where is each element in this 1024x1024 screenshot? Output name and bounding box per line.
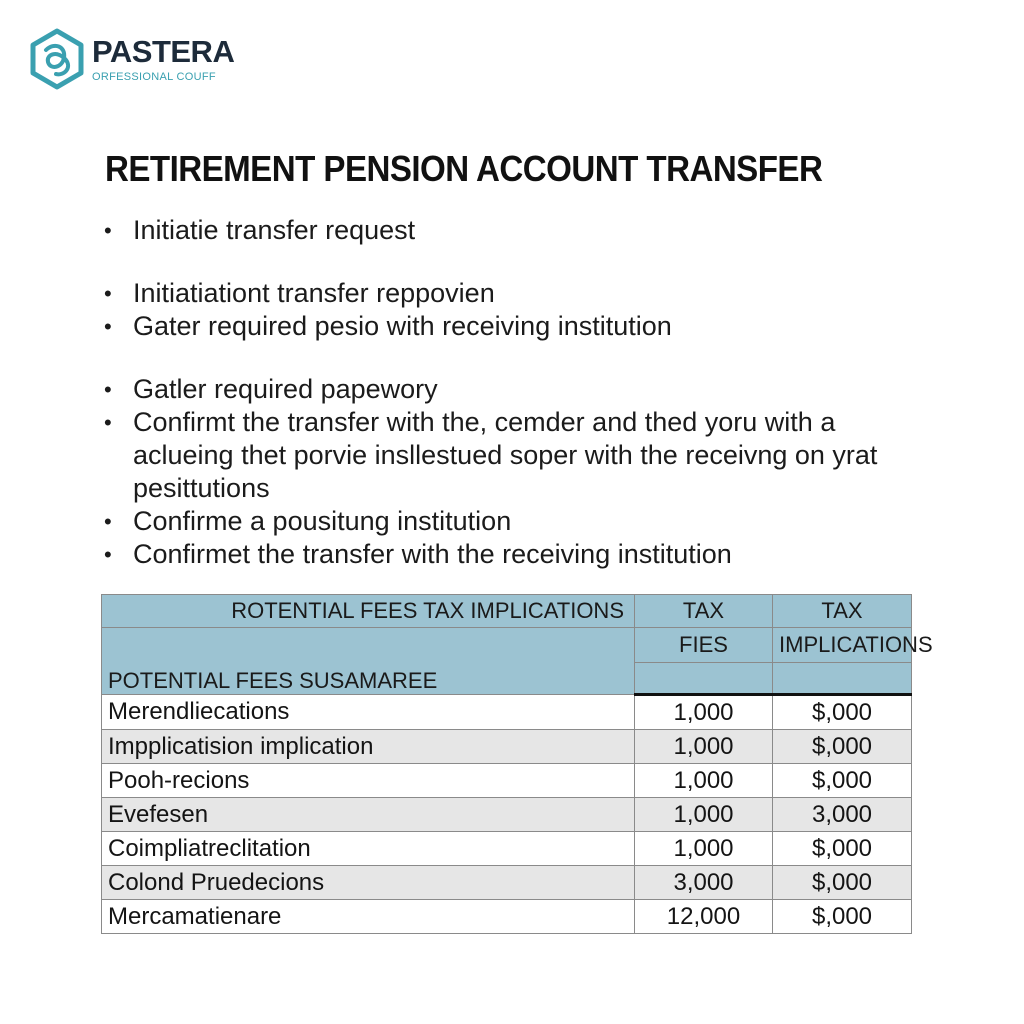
brand-logo xyxy=(26,28,234,90)
col-header-implications-label: IMPLICATIONS xyxy=(773,628,912,663)
row-fees: 3,000 xyxy=(635,866,773,900)
row-tax: $,000 xyxy=(773,866,912,900)
row-fees: 1,000 xyxy=(635,764,773,798)
step-item: • Confirme a pousitung institution xyxy=(104,505,904,538)
row-fees: 1,000 xyxy=(635,695,773,730)
col-header-tax-implications: TAX xyxy=(773,595,912,628)
table-header-sub: POTENTIAL FEES SUSAMAREE xyxy=(102,628,635,695)
step-item: • Gatler required papewory xyxy=(104,373,904,406)
step-item: • Initiatie transfer request xyxy=(104,214,904,247)
col-header-tax-fees: TAX xyxy=(635,595,773,628)
table-row xyxy=(102,866,912,900)
brand-name: PASTERA xyxy=(92,34,235,69)
row-fees: 1,000 xyxy=(635,798,773,832)
row-tax: $,000 xyxy=(773,900,912,934)
step-item: • Gater required pesio with receiving institution xyxy=(104,310,904,343)
row-label: Merendliecations xyxy=(102,695,635,730)
row-label: Coimpliatreclitation xyxy=(102,832,635,866)
brand-tagline: ORFESSIONAL COUFF xyxy=(92,71,216,83)
row-label: Colond Pruedecions xyxy=(102,866,635,900)
row-fees: 1,000 xyxy=(635,832,773,866)
row-tax: $,000 xyxy=(773,695,912,730)
row-label: Impplicatision implication xyxy=(102,730,635,764)
fees-table xyxy=(101,594,933,934)
step-item: • Confirmet the transfer with the receiving institution xyxy=(104,538,904,571)
step-item: • Confirmt the transfer with the, cemder and thed yoru with a aclueing thet porvie insllestued soper with the receivng on yrat pesittutions xyxy=(104,406,904,505)
step-item: • Initiatiationt transfer reppovien xyxy=(104,277,904,310)
page-title: RETIREMENT PENSION ACCOUNT TRANSFER xyxy=(105,148,823,189)
hexagon-flower-icon xyxy=(26,28,88,90)
table-row xyxy=(102,798,912,832)
row-tax: $,000 xyxy=(773,832,912,866)
table-header-main: ROTENTIAL FEES TAX IMPLICATIONS xyxy=(102,595,635,628)
col-header-fees-label: FIES xyxy=(635,628,773,663)
row-fees: 1,000 xyxy=(635,730,773,764)
table-row xyxy=(102,730,912,764)
table-row xyxy=(102,900,912,934)
table-row xyxy=(102,764,912,798)
row-label: Pooh-recions xyxy=(102,764,635,798)
row-fees: 12,000 xyxy=(635,900,773,934)
row-tax: $,000 xyxy=(773,730,912,764)
header-spacer-cell xyxy=(773,663,912,695)
table-row xyxy=(102,695,912,730)
table-row xyxy=(102,832,912,866)
row-tax: $,000 xyxy=(773,764,912,798)
header-spacer-cell xyxy=(635,663,773,695)
steps-list xyxy=(104,214,904,571)
row-tax: 3,000 xyxy=(773,798,912,832)
row-label: Mercamatienare xyxy=(102,900,635,934)
row-label: Evefesen xyxy=(102,798,635,832)
